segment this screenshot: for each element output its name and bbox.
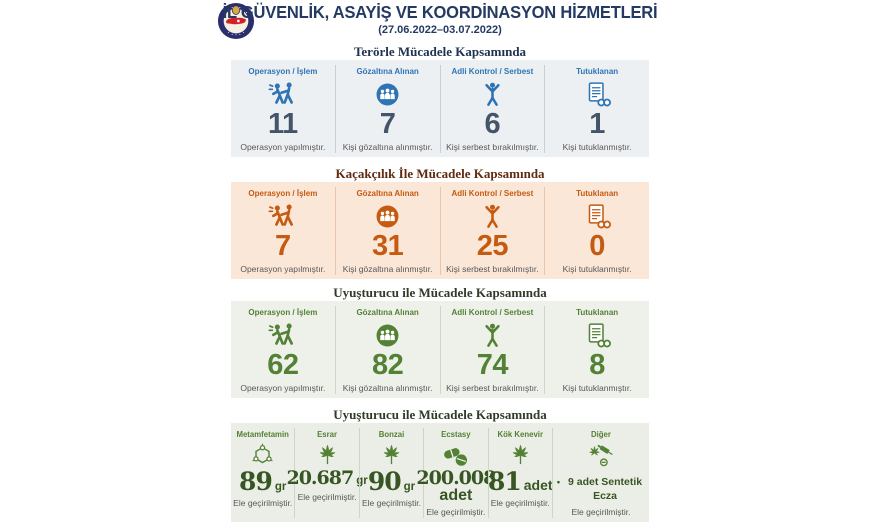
stat-header: Adli Kontrol / Serbest <box>451 67 534 76</box>
section-title: Kaçakçılık İle Mücadele Kapsamında <box>335 166 545 181</box>
stat-header: Tutuklanan <box>576 189 619 198</box>
stat-value: 1 <box>589 108 605 140</box>
stat-unit: adet <box>439 487 473 504</box>
released-person-icon <box>479 201 506 231</box>
section-title: Uyuşturucu ile Mücadele Kapsamında <box>333 407 547 422</box>
stat-header: Diğer <box>591 430 611 439</box>
seizure-ecstasy <box>416 428 496 518</box>
stat-operations <box>231 306 335 394</box>
section-seizures <box>231 407 649 522</box>
stat-caption: Operasyon yapılmıştır. <box>240 264 326 274</box>
stat-value: 25 <box>476 230 508 262</box>
stat-caption: Kişi serbest bırakılmıştır. <box>446 383 539 393</box>
stat-detained <box>335 306 440 394</box>
seizure-esrar <box>286 428 368 518</box>
stat-header: Ecstasy <box>441 430 471 439</box>
stat-operations <box>231 187 335 275</box>
stat-value: 82 <box>371 349 404 381</box>
seizure-kok-kenevir <box>488 428 552 518</box>
detained-people-icon <box>374 79 401 109</box>
section-terror <box>231 44 649 157</box>
stat-caption: Kişi gözaltına alınmıştır. <box>342 142 433 152</box>
stat-detained <box>335 187 440 275</box>
stat-value: 6 <box>484 108 501 140</box>
stat-released <box>440 65 545 153</box>
stat-header: Metamfetamin <box>236 430 289 439</box>
stat-value: 62 <box>267 349 299 381</box>
stat-caption: Ele geçirilmiştir. <box>426 507 486 518</box>
report-date-range: (27.06.2022–03.07.2022) <box>378 24 502 36</box>
stat-value: 200.008 <box>416 467 496 489</box>
stat-header: Gözaltına Alınan <box>356 67 419 76</box>
page-title: İL GÜVENLİK, ASAYİŞ VE KOORDİNASYON HİZMETLERİ <box>222 3 658 23</box>
stat-header: Operasyon / İşlem <box>248 189 318 198</box>
stat-header: Adli Kontrol / Serbest <box>451 308 534 317</box>
stat-header: Bonzai <box>378 430 405 439</box>
seizure-metamfetamin <box>231 428 294 518</box>
section-title: Uyuşturucu ile Mücadele Kapsamında <box>333 285 547 300</box>
cannabis-leaf-icon <box>315 442 340 468</box>
released-person-icon <box>479 320 506 350</box>
stat-caption: Ele geçirilmiştir. <box>571 507 631 518</box>
stat-value: 90 <box>367 467 401 496</box>
cannabis-leaf-icon <box>379 442 404 468</box>
bullet-point: • <box>556 477 561 487</box>
syringe-leaf-icon <box>586 442 616 468</box>
stat-value: 81 <box>487 467 521 496</box>
stat-value: 8 <box>589 349 605 381</box>
seizure-bonzai <box>359 428 423 518</box>
stat-value: 7 <box>275 230 291 262</box>
pills-icon <box>441 442 470 468</box>
stat-header: Adli Kontrol / Serbest <box>451 189 534 198</box>
police-operation-icon <box>267 320 299 350</box>
stat-value: 0 <box>589 230 605 262</box>
police-operation-icon <box>267 79 299 109</box>
stat-caption: Ele geçirilmiştir. <box>361 498 421 508</box>
stat-header: Kök Kenevir <box>497 430 543 439</box>
police-operation-icon <box>267 201 299 231</box>
section-narcotics <box>231 285 649 398</box>
stat-value: 20.687 <box>286 467 354 489</box>
stat-caption: Operasyon yapılmıştır. <box>240 142 326 152</box>
stat-value: • 9 adet Sentetik Ecza <box>556 476 643 502</box>
section-title: Terörle Mücadele Kapsamında <box>353 44 527 59</box>
stat-arrested <box>544 306 649 394</box>
report-header <box>0 0 880 44</box>
stat-caption: Kişi gözaltına alınmıştır. <box>342 264 433 274</box>
stat-caption: Kişi tutuklanmıştır. <box>562 142 632 152</box>
stat-unit: gr <box>356 475 368 487</box>
stat-released <box>440 187 545 275</box>
stat-value: 89 <box>239 467 272 496</box>
stat-value: 7 <box>379 108 396 140</box>
stat-caption: Ele geçirilmiştir. <box>297 492 357 502</box>
stat-header: Tutuklanan <box>576 67 619 76</box>
stat-value: 74 <box>476 349 508 381</box>
stat-unit: gr <box>403 481 416 493</box>
stat-caption: Operasyon yapılmıştır. <box>240 383 326 393</box>
stat-unit: adet <box>523 477 553 493</box>
stat-arrested <box>544 65 649 153</box>
stat-caption: Ele geçirilmiştir. <box>490 498 550 508</box>
report-body <box>231 44 649 522</box>
stat-caption: Kişi tutuklanmıştır. <box>562 264 632 274</box>
arrest-document-icon <box>584 320 611 350</box>
stat-value: 31 <box>371 230 404 262</box>
stat-detained <box>335 65 440 153</box>
stat-caption: Kişi tutuklanmıştır. <box>562 383 632 393</box>
stat-header: Tutuklanan <box>576 308 619 317</box>
stat-released <box>440 306 545 394</box>
stat-unit: gr <box>274 481 287 493</box>
detained-people-icon <box>374 201 401 231</box>
stat-header: Gözaltına Alınan <box>356 308 419 317</box>
stat-header: Operasyon / İşlem <box>248 67 318 76</box>
arrest-document-icon <box>584 201 611 231</box>
stat-caption: Ele geçirilmiştir. <box>233 498 293 508</box>
stat-header: Gözaltına Alınan <box>356 189 419 198</box>
stat-header: Esrar <box>317 430 338 439</box>
stat-operations <box>231 65 335 153</box>
stat-value: 11 <box>268 108 298 140</box>
stat-caption: Kişi serbest bırakılmıştır. <box>446 264 539 274</box>
stat-header: Operasyon / İşlem <box>248 308 318 317</box>
molecule-icon <box>250 442 275 468</box>
seizure-other <box>552 428 649 518</box>
detained-people-icon <box>374 320 401 350</box>
stat-arrested <box>544 187 649 275</box>
arrest-document-icon <box>584 79 611 109</box>
section-smuggling <box>231 166 649 279</box>
cannabis-leaf-icon <box>508 442 533 468</box>
stat-caption: Kişi serbest bırakılmıştır. <box>446 142 539 152</box>
stat-caption: Kişi gözaltına alınmıştır. <box>342 383 433 393</box>
released-person-icon <box>479 79 506 109</box>
